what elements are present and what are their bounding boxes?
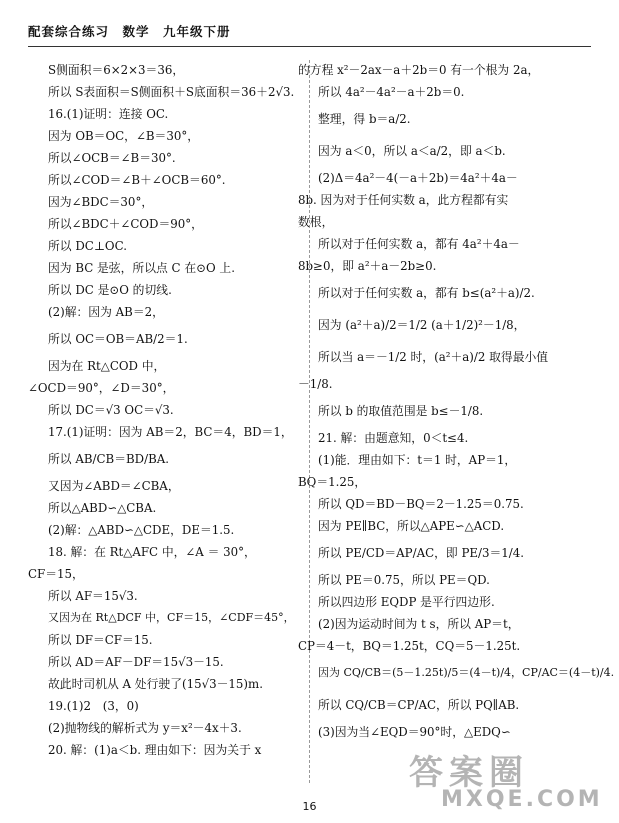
text-line: (2)Δ＝4a²－4(－a＋2b)＝4a²＋4a－ — [318, 171, 518, 185]
text-line: 因为∠BDC＝30°， — [48, 195, 154, 209]
text-line: 19.(1)2 (3，0) — [48, 699, 139, 713]
text-line: S侧面积＝6×2×3＝36， — [48, 63, 185, 77]
watermark-text: 答案圈 — [409, 753, 529, 793]
text-line: 所以∠COD＝∠B＋∠OCB＝60°. — [48, 173, 226, 187]
text-line: 所以当 a＝－1/2 时，(a²＋a)/2 取得最小值 — [318, 350, 549, 364]
text-line: 故此时司机从 A 处行驶了(15√3－15)m. — [48, 677, 263, 691]
text-line: (3)因为当∠EQD＝90°时，△EDQ∽ — [318, 725, 511, 739]
watermark-logo — [401, 745, 601, 815]
text-line: 因为在 Rt△COD 中， — [48, 359, 166, 373]
text-line: 所以 PE/CD＝AP/AC，即 PE/3＝1/4. — [318, 546, 525, 560]
text-line: 所以 S表面积＝S侧面积＋S底面积＝36＋2√3. — [48, 85, 295, 99]
text-line: 所以对于任何实数 a，都有 b≤(a²＋a)/2. — [318, 286, 535, 300]
page-header: 配套综合练习 数学 九年级下册 — [28, 24, 231, 39]
text-line: 又因为在 Rt△DCF 中，CF＝15，∠CDF＝45°， — [48, 611, 295, 624]
text-line: 所以∠OCB＝∠B＝30°. — [48, 151, 176, 165]
text-line: 所以对于任何实数 a，都有 4a²＋4a－ — [318, 237, 520, 251]
text-line: 所以 DC 是⊙O 的切线. — [48, 283, 172, 297]
text-line: 所以 DF＝CF＝15. — [48, 633, 153, 647]
text-line: 18. 解：在 Rt△AFC 中，∠A ＝ 30°， — [48, 545, 256, 559]
header-rule — [28, 46, 591, 47]
text-line: 21. 解：由题意知，0＜t≤4. — [318, 431, 469, 445]
text-line: (2)解：△ABD∽△CDE，DE＝1.5. — [48, 523, 235, 537]
text-line: 所以 DC＝√3 OC＝√3. — [48, 403, 174, 417]
text-line: (2)抛物线的解析式为 y＝x²－4x＋3. — [48, 721, 242, 735]
text-line: ∠OCD＝90°，∠D＝30°， — [28, 381, 175, 395]
text-line: 因为 a＜0，所以 a＜a/2，即 a＜b. — [318, 144, 506, 158]
text-line: 8b≥0，即 a²＋a－2b≥0. — [298, 259, 437, 273]
text-line: 整理，得 b＝a/2. — [318, 112, 411, 126]
text-line: 所以 CQ/CB＝CP/AC，所以 PQ∥AB. — [318, 698, 520, 712]
text-line: 因为 BC 是弦，所以点 C 在⊙O 上. — [48, 261, 235, 275]
text-line: 所以 DC⊥OC. — [48, 239, 127, 253]
watermark-url: MXQE.COM — [441, 787, 603, 812]
text-line: 所以∠BDC＋∠COD＝90°， — [48, 217, 203, 231]
text-line: CP＝4－t，BQ＝1.25t，CQ＝5－1.25t. — [298, 639, 521, 653]
left-column — [28, 60, 304, 762]
text-line: 所以 QD＝BD－BQ＝2－1.25＝0.75. — [318, 497, 524, 511]
text-line: 所以 PE＝0.75，所以 PE＝QD. — [318, 573, 490, 587]
text-line: (2)因为运动时间为 t s，所以 AP＝t， — [318, 617, 520, 631]
text-line: 所以 OC＝OB＝AB/2＝1. — [48, 332, 188, 346]
text-line: 所以 b 的取值范围是 b≤－1/8. — [318, 404, 484, 418]
text-line: 20. 解：(1)a＜b. 理由如下：因为关于 x — [48, 743, 262, 757]
text-line: 所以 AF＝15√3. — [48, 589, 138, 603]
text-line: 因为 PE∥BC，所以△APE∽△ACD. — [318, 519, 505, 533]
text-line: CF＝15， — [28, 567, 84, 581]
text-line: 8b. 因为对于任何实数 a，此方程都有实 — [298, 193, 509, 207]
text-line: 数根， — [298, 215, 334, 229]
right-column — [298, 60, 615, 744]
text-line: 的方程 x²－2ax－a＋2b＝0 有一个根为 2a， — [298, 63, 540, 77]
text-line: 因为 (a²＋a)/2＝1/2 (a＋1/2)²－1/8， — [318, 318, 526, 332]
text-line: 所以 4a²－4a²－a＋2b＝0. — [318, 85, 465, 99]
text-line: 16.(1)证明：连接 OC. — [48, 107, 169, 121]
page-number: 16 — [302, 800, 317, 813]
text-line: －1/8. — [298, 377, 333, 391]
text-line: 17.(1)证明：因为 AB＝2，BC＝4，BD＝1， — [48, 425, 293, 439]
text-line: 所以 AD＝AF－DF＝15√3－15. — [48, 655, 224, 669]
text-line: 所以四边形 EQDP 是平行四边形. — [318, 595, 495, 609]
text-line: 所以 AB/CB＝BD/BA. — [48, 452, 170, 466]
text-line: (2)解：因为 AB＝2， — [48, 305, 164, 319]
text-line: 因为 CQ/CB＝(5－1.25t)/5＝(4－t)/4，CP/AC＝(4－t)/4. — [318, 666, 615, 679]
text-line: 因为 OB＝OC，∠B＝30°， — [48, 129, 200, 143]
column-divider — [309, 60, 310, 783]
text-line: (1)能．理由如下：t＝1 时，AP＝1， — [318, 453, 517, 467]
text-line: 又因为∠ABD＝∠CBA， — [48, 479, 180, 493]
text-line: 所以△ABD∽△CBA. — [48, 501, 157, 515]
text-line: BQ＝1.25， — [298, 475, 367, 489]
